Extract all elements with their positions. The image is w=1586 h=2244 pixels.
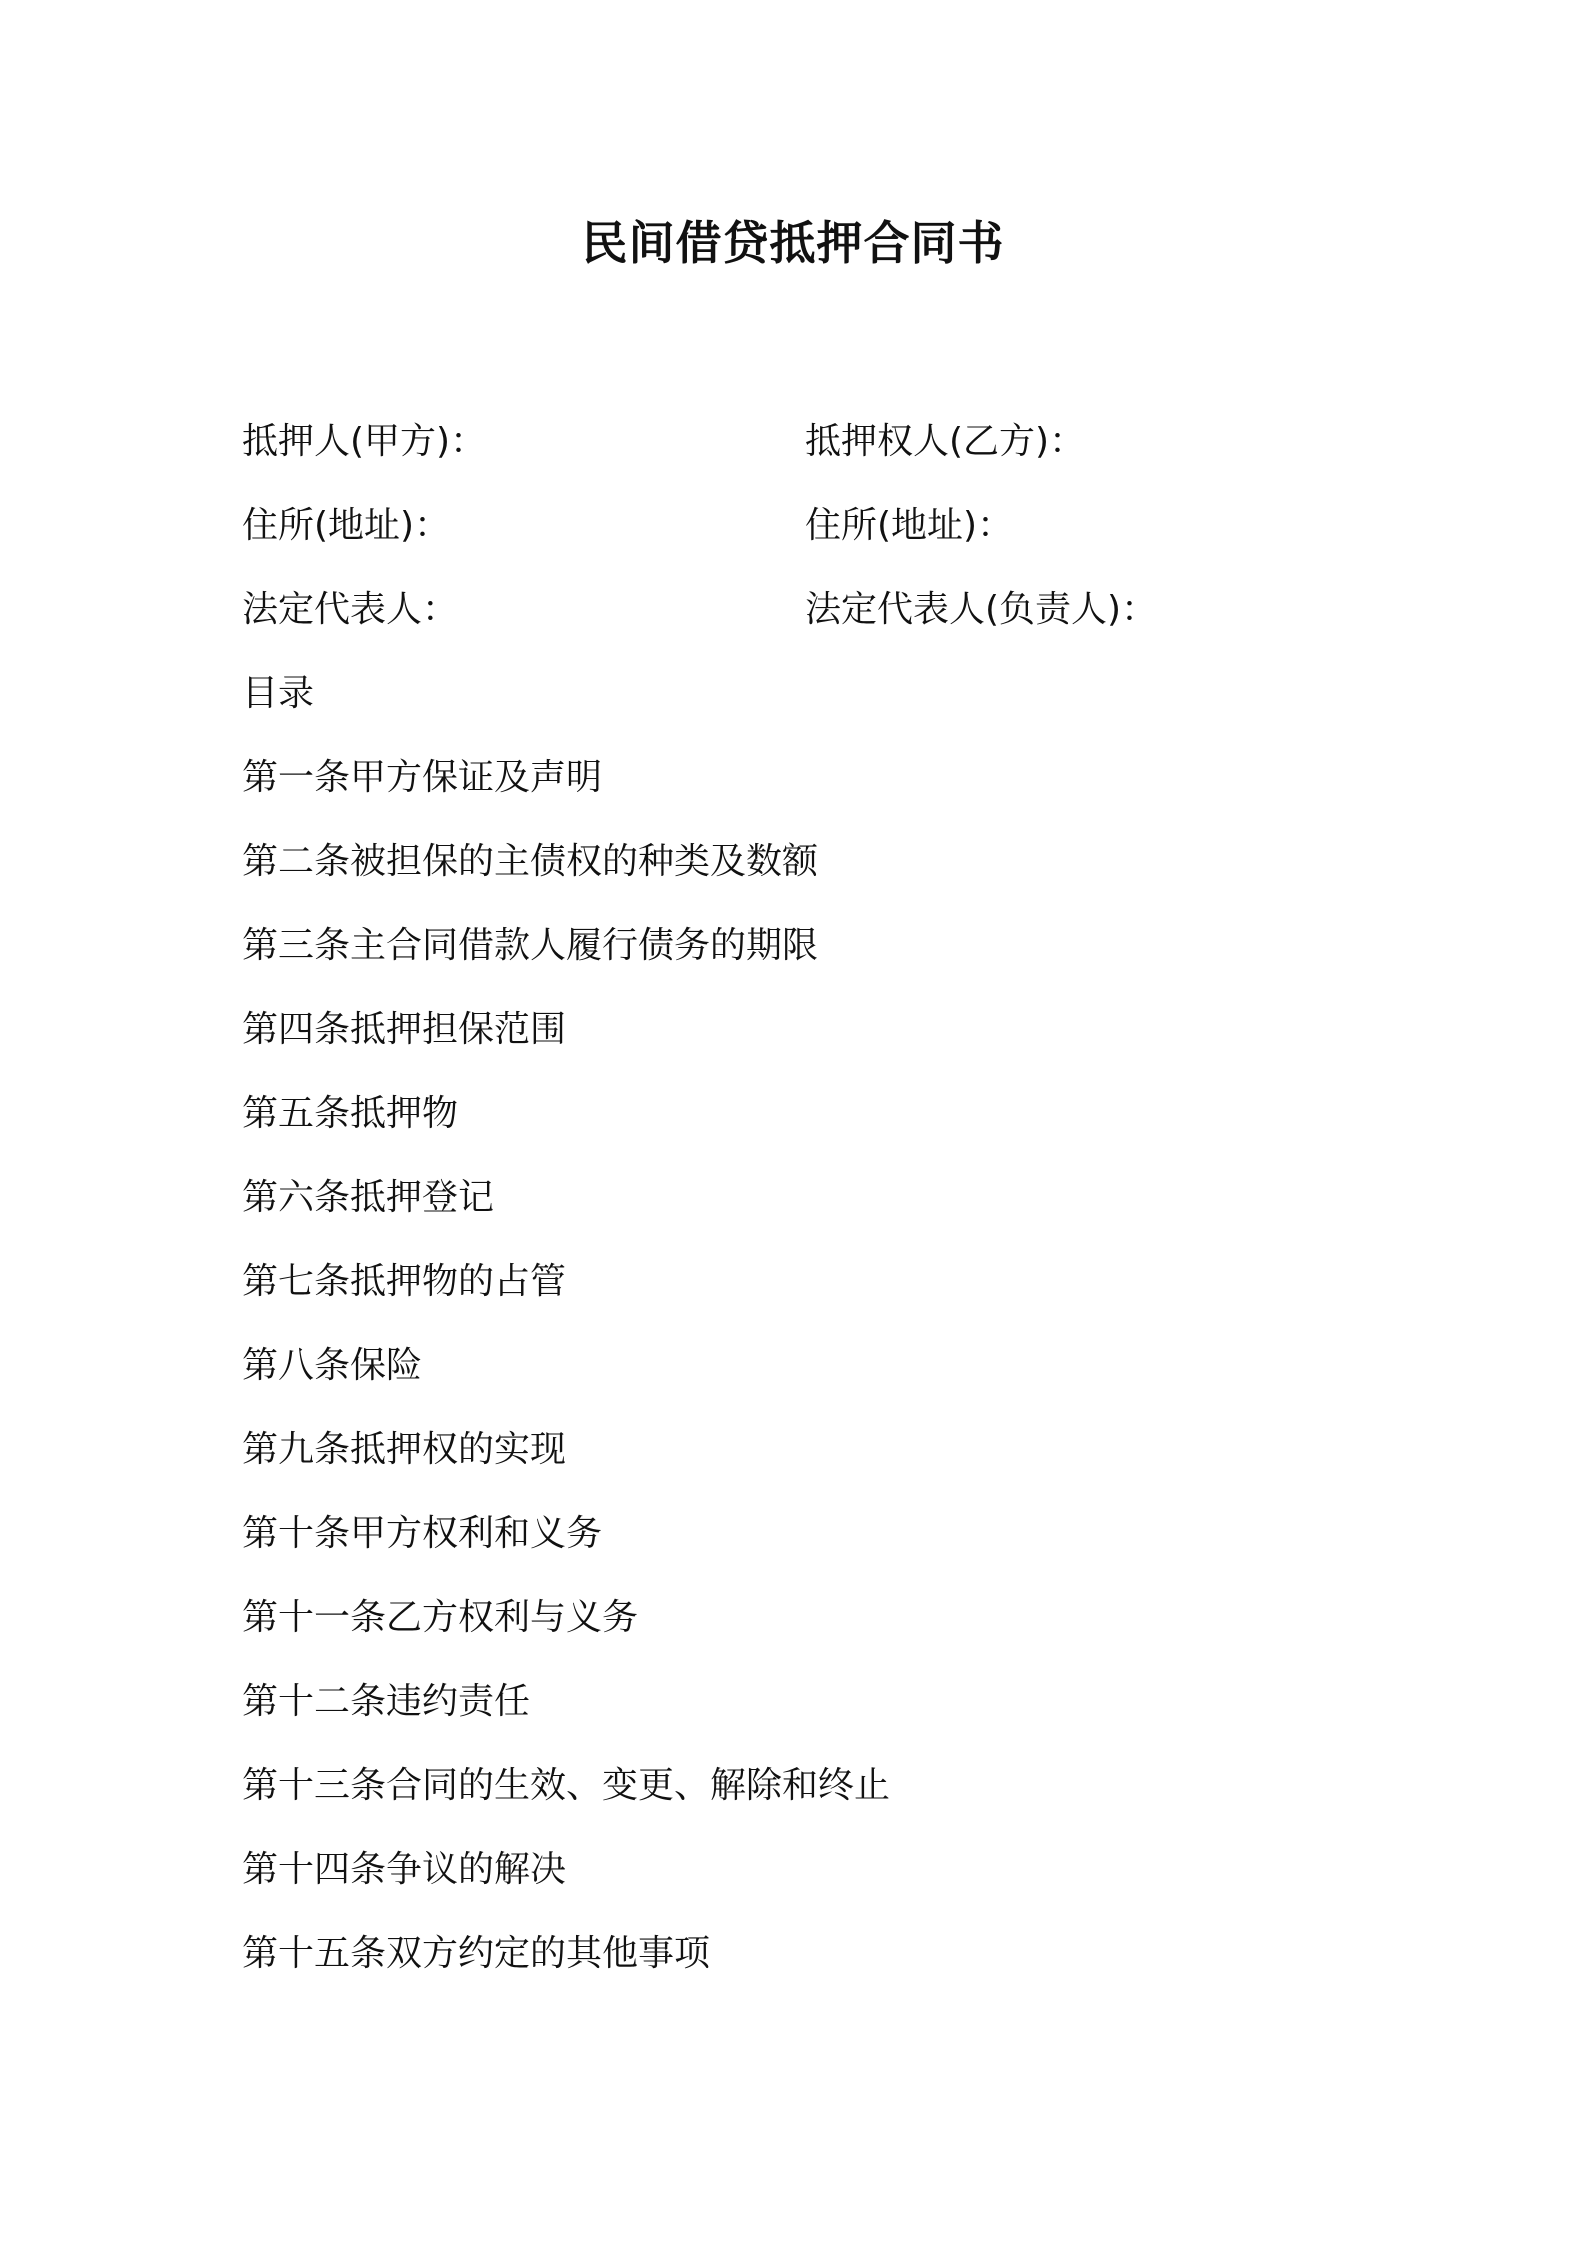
mortgagor-address-label: 住所(地址)： <box>242 505 451 546</box>
toc-item-article-13: 第十三条合同的生效、变更、解除和终止 <box>242 1765 891 1806</box>
toc-item-article-10: 第十条甲方权利和义务 <box>242 1513 603 1554</box>
mortgagee-label: 抵押权人(乙方)： <box>805 421 1086 462</box>
mortgagee-address-label: 住所(地址)： <box>805 505 1014 546</box>
toc-heading: 目录 <box>242 673 315 714</box>
toc-item-article-4: 第四条抵押担保范围 <box>242 1009 567 1050</box>
toc-item-article-15: 第十五条双方约定的其他事项 <box>242 1933 711 1974</box>
toc-item-article-9: 第九条抵押权的实现 <box>242 1429 567 1470</box>
toc-item-article-11: 第十一条乙方权利与义务 <box>242 1597 639 1638</box>
toc-item-article-8: 第八条保险 <box>242 1345 423 1386</box>
toc-item-article-5: 第五条抵押物 <box>242 1093 459 1134</box>
document-title: 民间借贷抵押合同书 <box>581 216 1005 270</box>
party-info-block <box>242 400 1442 652</box>
toc-item-article-3: 第三条主合同借款人履行债务的期限 <box>242 925 819 966</box>
toc-item-article-14: 第十四条争议的解决 <box>242 1849 567 1890</box>
party-row-mortgagor <box>242 400 1442 484</box>
toc-item-article-2: 第二条被担保的主债权的种类及数额 <box>242 841 819 882</box>
table-of-contents <box>242 652 1442 1996</box>
mortgagee-representative-label: 法定代表人(负责人)： <box>805 589 1158 630</box>
toc-item-article-7: 第七条抵押物的占管 <box>242 1261 567 1302</box>
toc-item-article-1: 第一条甲方保证及声明 <box>242 757 603 798</box>
party-row-representative <box>242 568 1442 652</box>
mortgagor-representative-label: 法定代表人： <box>242 589 459 630</box>
toc-item-article-12: 第十二条违约责任 <box>242 1681 531 1722</box>
toc-item-article-6: 第六条抵押登记 <box>242 1177 495 1218</box>
party-row-address <box>242 484 1442 568</box>
mortgagor-label: 抵押人(甲方)： <box>242 421 487 462</box>
